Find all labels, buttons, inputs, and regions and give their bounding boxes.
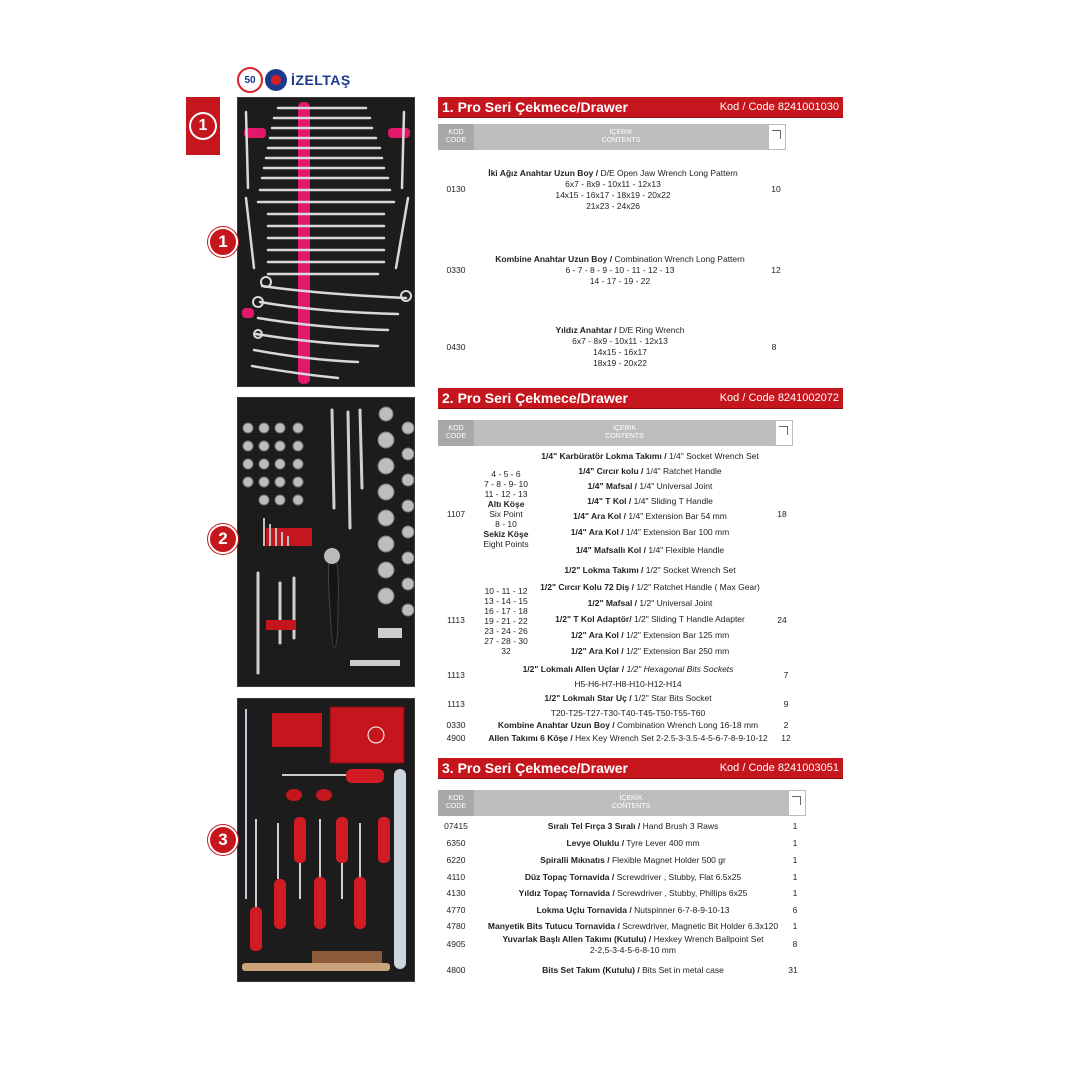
brand-mark-icon <box>265 69 287 91</box>
row-code: 4900 <box>446 733 466 743</box>
row-quantity: 8 <box>771 342 777 352</box>
contents-column-header: İÇERİK CONTENTS <box>474 420 775 446</box>
row-quantity: 12 <box>771 265 781 275</box>
row-code: 0330 <box>446 265 466 275</box>
code-column-header: KOD CODE <box>438 124 474 150</box>
drawer-3-badge: 3 <box>208 825 238 855</box>
socket-sizes-list: 10 - 11 - 12 13 - 14 - 15 16 - 17 - 18 19 - 21 - 22 23 - 24 - 26 27 - 28 - 30 32 <box>484 586 528 656</box>
table-row <box>438 565 798 661</box>
table-row <box>438 325 788 369</box>
brand-logo <box>237 66 351 94</box>
section-1-title: 1. Pro Seri Çekmece/Drawer <box>442 99 628 115</box>
page-index-tab <box>186 97 220 155</box>
drawer-1-badge: 1 <box>208 227 238 257</box>
row-code: 1113 <box>447 699 465 709</box>
row-quantity: 9 <box>783 699 789 709</box>
row-description: 1/2" Lokma Takımı / 1/2" Socket Wrench Set 1/2" Cırcır Kolu 72 Diş / 1/2" Ratchet Handle ( Max Gear) 1/2" Mafsal / 1/2" Universal Joint 1/2" T Kol Adaptör/ 1/2" Sliding T Handle Adapter 1/2" Ara Kol / 1/2" Extension Bar 125 mm 1/2" Ara Kol / 1/2" Extension Bar 250 mm <box>540 565 760 656</box>
table-row <box>438 168 788 212</box>
drawer-2-badge: 2 <box>208 524 238 554</box>
brand-name: İZELTAŞ <box>291 72 351 88</box>
row-description: Allen Takımı 6 Köşe / Hex Key Wrench Set 2-2.5-3-3.5-4-5-6-7-8-9-10-12 <box>488 733 768 743</box>
row-quantity: 18 <box>777 509 787 519</box>
page-index-number: 1 <box>189 112 217 140</box>
row-quantity: 24 <box>777 615 787 625</box>
row-description: 1/4" Karbüratör Lokma Takımı / 1/4" Socket Wrench Set 1/4" Cırcır kolu / 1/4" Ratchet Handle 1/4" Mafsal / 1/4" Universal Joint 1/4" T Kol / 1/4" Sliding T Handle 1/4" Ara Kol / 1/4" Extension Bar 54 mm 1/4" Ara Kol / 1/4" Extension Bar 100 mm 1/4" Mafsallı Kol / 1/4" Flexible Handle <box>541 451 759 555</box>
row-code: 0130 <box>446 184 466 194</box>
row-description: Kombine Anahtar Uzun Boy / Combination Wrench Long 16-18 mm <box>497 720 759 730</box>
section-3-header <box>438 758 843 779</box>
row-description: 1/2" Lokmalı Star Uç / 1/2" Star Bits Socket T20-T25-T27-T30-T40-T45-T50-T55-T60 <box>544 693 712 718</box>
row-quantity: 10 <box>771 184 781 194</box>
section-2-table-header <box>438 420 793 446</box>
row-quantity: 2 <box>783 720 789 730</box>
section-2-code: Kod / Code 8241002072 <box>719 392 839 404</box>
quantity-column-icon <box>788 790 806 816</box>
drawer-3-tools-illustration <box>238 699 415 982</box>
drawer-3-photo <box>237 698 415 982</box>
table-row <box>438 720 798 732</box>
code-column-header: KOD CODE <box>438 790 474 816</box>
quantity-column-icon <box>775 420 793 446</box>
row-quantity: 7 <box>783 670 789 680</box>
row-code: 1113 <box>447 670 465 680</box>
table-row <box>438 691 798 717</box>
anniversary-badge: 50 <box>237 67 263 93</box>
drawer-2-photo <box>237 397 415 687</box>
section-3-code: Kod / Code 8241003051 <box>719 762 839 774</box>
socket-sizes-list: 4 - 5 - 6 7 - 8 - 9- 10 11 - 12 - 13 Altı Köşe Six Point 8 - 10 Sekiz Köşe Eight Points <box>483 469 529 549</box>
drawer-1-tools-illustration <box>238 98 415 387</box>
row-code: 1107 <box>446 509 466 519</box>
row-code: 0430 <box>446 342 466 352</box>
quantity-column-icon <box>768 124 786 150</box>
contents-column-header: İÇERİK CONTENTS <box>474 790 788 816</box>
contents-column-header: İÇERİK CONTENTS <box>474 124 768 150</box>
code-column-header: KOD CODE <box>438 420 474 446</box>
table-row: 4905 Yuvarlak Başlı Allen Takımı (Kutulu) / Hexkey Wrench Ballpoint Set 2-2,5-3-4-5-6-8-10 mm 8 <box>446 934 798 955</box>
row-code: 1113 <box>447 615 465 625</box>
table-row <box>438 254 788 288</box>
row-description: Yıldız Anahtar / D/E Ring Wrench 6x7 - 8x9 - 10x11 - 12x13 14x15 - 16x17 18x19 - 20x22 <box>555 325 685 368</box>
row-description: Kombine Anahtar Uzun Boy / Combination Wrench Long Pattern 6 - 7 - 8 - 9 - 10 - 11 - 12 - 13 14 - 17 - 19 - 22 <box>495 254 745 286</box>
row-description: 1/2" Lokmalı Allen Uçlar / 1/2" Hexagonal Bits Sockets H5-H6-H7-H8-H10-H12-H14 <box>522 664 734 689</box>
row-description: İki Ağız Anahtar Uzun Boy / D/E Open Jaw Wrench Long Pattern 6x7 - 8x9 - 10x11 - 12x13 14x15 - 16x17 - 18x19 - 20x22 21x23 - 24x26 <box>488 168 738 211</box>
drawer-2-tools-illustration <box>238 398 415 687</box>
section-1-table-header <box>438 124 786 150</box>
section-1-code: Kod / Code 8241001030 <box>719 101 839 113</box>
section-3-table-header <box>438 790 806 816</box>
section-1-header <box>438 97 843 118</box>
section-3-title: 3. Pro Seri Çekmece/Drawer <box>442 760 628 776</box>
row-code: 0330 <box>446 720 466 730</box>
section-2-title: 2. Pro Seri Çekmece/Drawer <box>442 390 628 406</box>
drawer-1-photo <box>237 97 415 387</box>
table-row <box>438 662 798 688</box>
section-2-header <box>438 388 843 409</box>
row-quantity: 12 <box>781 733 791 743</box>
table-row <box>438 451 798 561</box>
table-row <box>438 733 798 745</box>
